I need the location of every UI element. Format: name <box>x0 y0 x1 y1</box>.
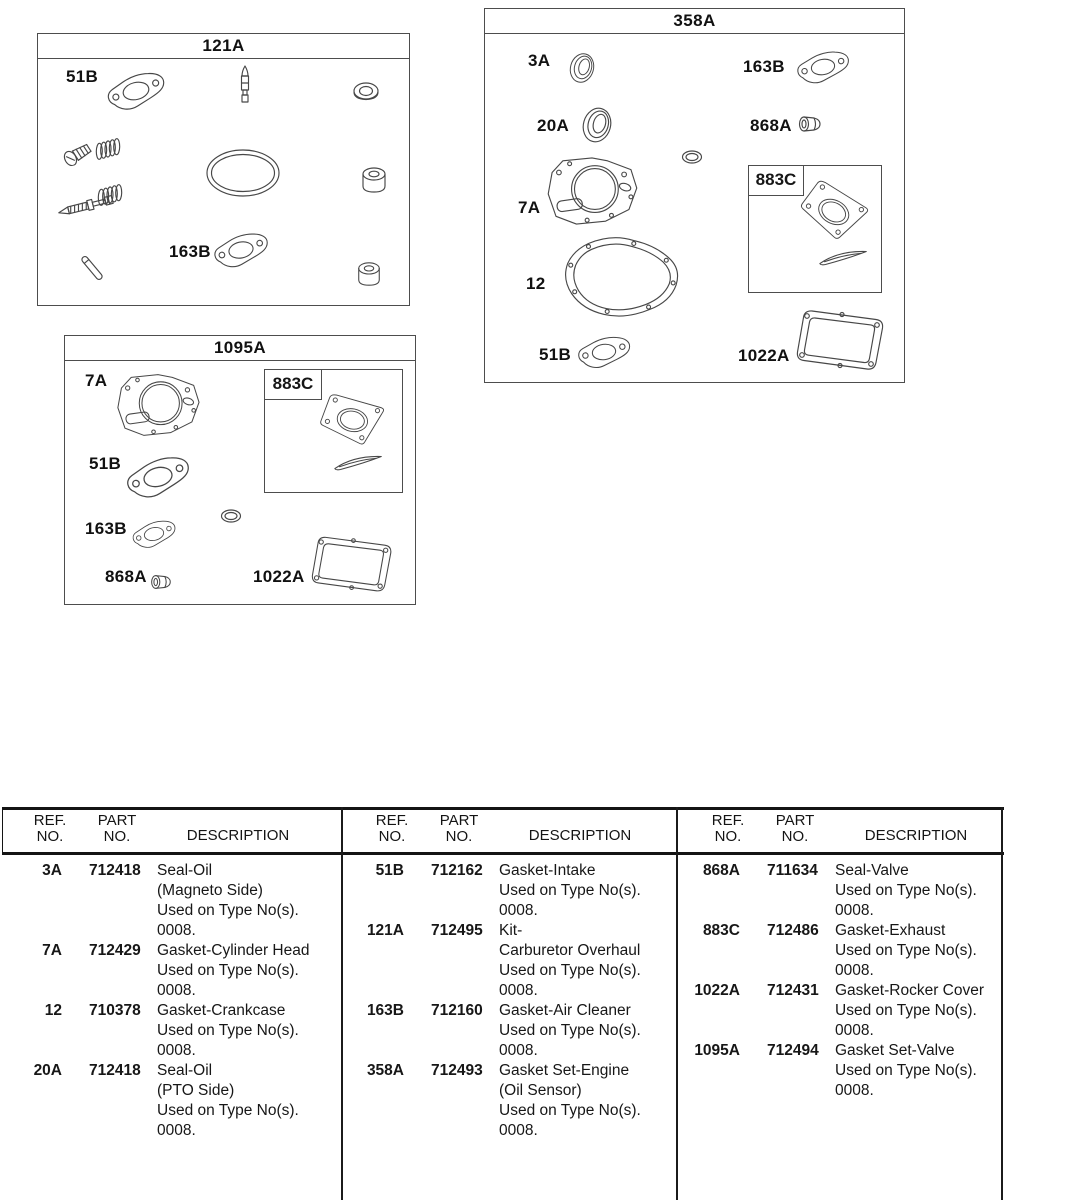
part-no: 712486 <box>767 922 819 939</box>
table-header-col1 <box>0 811 335 847</box>
part-label-20a: 20A <box>537 116 570 135</box>
idle-screw-icon <box>60 140 94 168</box>
cylinder-head-gasket-icon <box>548 158 637 224</box>
part-label-163b: 163B <box>85 519 127 538</box>
washer-icon <box>354 83 378 100</box>
header-part: PART <box>97 812 137 829</box>
table-row <box>0 1061 338 1141</box>
table-row <box>342 861 672 921</box>
table-row <box>678 981 1000 1041</box>
ref-no: 163B <box>366 1002 404 1019</box>
part-no: 712160 <box>431 1002 483 1019</box>
air-cleaner-gasket-icon <box>131 518 178 550</box>
table-column-2 <box>342 855 672 1141</box>
description: Gasket Set-Engine (Oil Sensor) Used on Type No(s). 0008. <box>499 1062 641 1139</box>
table-row <box>678 921 1000 981</box>
header-part-no: NO. <box>445 828 473 845</box>
part-no: 712493 <box>431 1062 483 1079</box>
header-description: DESCRIPTION <box>528 827 632 844</box>
part-label-163b: 163B <box>169 242 211 261</box>
ref-no: 51B <box>375 862 404 879</box>
part-label-163b: 163B <box>743 57 785 76</box>
description: Kit- Carburetor Overhaul Used on Type No(s). 0008. <box>499 922 641 999</box>
part-label-3a: 3A <box>528 51 551 70</box>
header-description: DESCRIPTION <box>186 827 290 844</box>
header-ref-no: NO. <box>36 828 64 845</box>
part-label-868a: 868A <box>750 116 792 135</box>
table-row <box>342 1061 672 1141</box>
part-no: 712429 <box>89 942 141 959</box>
part-no: 712418 <box>89 1062 141 1079</box>
part-no: 712418 <box>89 862 141 879</box>
part-label-7a: 7A <box>85 371 108 390</box>
part-label-7a: 7A <box>518 198 541 217</box>
table-row <box>0 941 338 1001</box>
description: Gasket Set-Valve Used on Type No(s). 0008. <box>835 1042 977 1099</box>
ref-no: 3A <box>42 862 62 879</box>
header-ref: REF. <box>711 812 745 829</box>
small-oring-icon <box>683 151 702 163</box>
bushing-icon <box>363 168 385 192</box>
spring-icon <box>92 137 124 161</box>
rocker-cover-gasket-icon <box>312 537 391 591</box>
table-header-col3 <box>678 811 1000 847</box>
part-label-1022a: 1022A <box>738 346 790 365</box>
table-row <box>342 921 672 1001</box>
table-column-3 <box>678 855 1000 1101</box>
description: Seal-Valve Used on Type No(s). 0008. <box>835 862 977 919</box>
table-row <box>678 1041 1000 1101</box>
cylinder-head-gasket-icon <box>118 375 199 436</box>
table-row <box>0 1001 338 1061</box>
ref-no: 1095A <box>694 1042 740 1059</box>
kit-box-121a <box>37 33 410 306</box>
table-row <box>0 861 338 941</box>
part-no: 712495 <box>431 922 483 939</box>
bushing-icon <box>359 263 380 285</box>
small-oring-icon <box>222 510 241 522</box>
pin-icon <box>81 255 104 280</box>
kit-box-121a-title: 121A <box>38 34 409 59</box>
header-part: PART <box>775 812 815 829</box>
intake-gasket-icon <box>577 335 632 370</box>
description: Gasket-Cylinder Head Used on Type No(s). 0008. <box>157 942 310 999</box>
part-no: 710378 <box>89 1002 141 1019</box>
description: Gasket-Intake Used on Type No(s). 0008. <box>499 862 641 919</box>
header-description: DESCRIPTION <box>864 827 968 844</box>
description: Gasket-Exhaust Used on Type No(s). 0008. <box>835 922 977 979</box>
ref-no: 7A <box>42 942 62 959</box>
part-label-51b: 51B <box>539 345 572 364</box>
header-ref-no: NO. <box>378 828 406 845</box>
oil-seal-magneto-icon <box>567 51 597 85</box>
valve-seal-icon <box>152 576 171 589</box>
crankcase-gasket-icon <box>566 238 678 316</box>
kit-box-358a <box>484 8 905 383</box>
description: Gasket-Crankcase Used on Type No(s). 0008. <box>157 1002 299 1059</box>
part-no: 712494 <box>767 1042 819 1059</box>
header-part: PART <box>439 812 479 829</box>
sub-box-883c-label: 883C <box>748 165 804 196</box>
description: Seal-Oil (Magneto Side) Used on Type No(s). 0008. <box>157 862 299 939</box>
part-label-51b: 51B <box>89 454 122 473</box>
valve-seal-icon <box>800 117 821 131</box>
sub-box-883c-label: 883C <box>264 369 322 400</box>
sub-box-883c <box>264 369 403 493</box>
kit-box-1095a <box>64 335 416 605</box>
ref-no: 1022A <box>694 982 740 999</box>
part-label-1022a: 1022A <box>253 567 305 586</box>
part-no: 711634 <box>767 862 818 879</box>
part-label-12: 12 <box>526 274 546 293</box>
part-no: 712162 <box>431 862 483 879</box>
header-part-no: NO. <box>103 828 131 845</box>
header-part-no: NO. <box>781 828 809 845</box>
exhaust-gasket-icon <box>795 49 851 86</box>
header-ref: REF. <box>33 812 67 829</box>
header-ref-no: NO. <box>714 828 742 845</box>
description: Gasket-Air Cleaner Used on Type No(s). 0008. <box>499 1002 641 1059</box>
bowl-oring-icon <box>207 150 279 196</box>
kit-box-1095a-title: 1095A <box>65 336 415 361</box>
description: Gasket-Rocker Cover Used on Type No(s). 0008. <box>835 982 985 1039</box>
needle-screw-icon <box>58 195 114 218</box>
description: Seal-Oil (PTO Side) Used on Type No(s). 0008. <box>157 1062 299 1139</box>
part-no: 712431 <box>767 982 819 999</box>
intake-gasket-icon <box>124 453 193 501</box>
ref-no: 883C <box>702 922 740 939</box>
ref-no: 868A <box>702 862 740 879</box>
intake-gasket-icon <box>105 69 168 113</box>
ref-no: 358A <box>366 1062 404 1079</box>
table-header-col2 <box>342 811 672 847</box>
table-column-1 <box>0 855 338 1141</box>
rocker-cover-gasket-icon <box>797 311 882 369</box>
ref-no: 20A <box>33 1062 62 1079</box>
air-cleaner-gasket-icon <box>212 231 271 271</box>
ref-no: 12 <box>44 1002 62 1019</box>
table-right-border <box>1001 807 1003 1200</box>
part-label-868a: 868A <box>105 567 147 586</box>
kit-box-358a-title: 358A <box>485 9 904 34</box>
table-row <box>678 861 1000 921</box>
header-ref: REF. <box>375 812 409 829</box>
table-row <box>342 1001 672 1061</box>
part-label-51b: 51B <box>66 67 99 86</box>
ref-no: 121A <box>366 922 404 939</box>
needle-valve-icon <box>242 66 249 102</box>
sub-box-883c <box>748 165 882 293</box>
oil-seal-pto-icon <box>579 105 614 145</box>
